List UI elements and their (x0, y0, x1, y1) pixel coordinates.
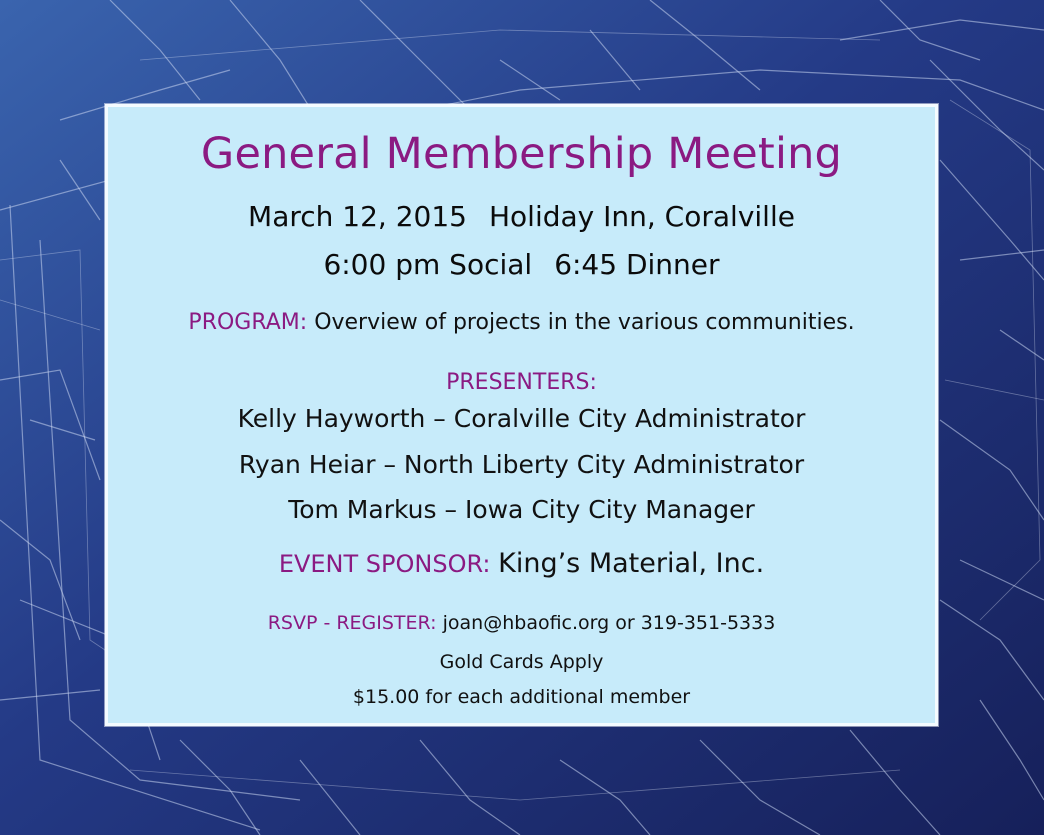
program-text: Overview of projects in the various communities. (314, 310, 855, 335)
meeting-date: March 12, 2015 (248, 200, 467, 233)
program-line (108, 310, 935, 335)
sponsor-label: EVENT SPONSOR: (278, 550, 491, 578)
presenters-label: PRESENTERS: (446, 370, 597, 395)
sponsor-name: King’s Material, Inc. (498, 548, 765, 579)
dinner-time: 6:45 Dinner (554, 248, 720, 281)
rsvp-contact: joan@hbaofic.org or 319-351-5333 (442, 612, 776, 634)
gold-cards-note: Gold Cards Apply (439, 651, 604, 673)
social-time: 6:00 pm Social (323, 248, 533, 281)
meeting-venue: Holiday Inn, Coralville (488, 200, 795, 233)
schedule-line (108, 248, 935, 281)
rsvp-label: RSVP - REGISTER: (267, 612, 437, 634)
rsvp-line (108, 612, 935, 634)
sponsor-line (108, 548, 935, 579)
date-venue-line (108, 200, 935, 233)
meeting-title: General Membership Meeting (200, 129, 843, 179)
meeting-flyer-card (105, 104, 938, 726)
presenter-item: Ryan Heiar – North Liberty City Administrator (238, 450, 805, 479)
presenter-item: Tom Markus – Iowa City City Manager (288, 495, 755, 524)
additional-member-fee: $15.00 for each additional member (352, 686, 691, 708)
program-label: PROGRAM: (188, 310, 308, 335)
presenter-item: Kelly Hayworth – Coralville City Administrator (237, 404, 806, 433)
